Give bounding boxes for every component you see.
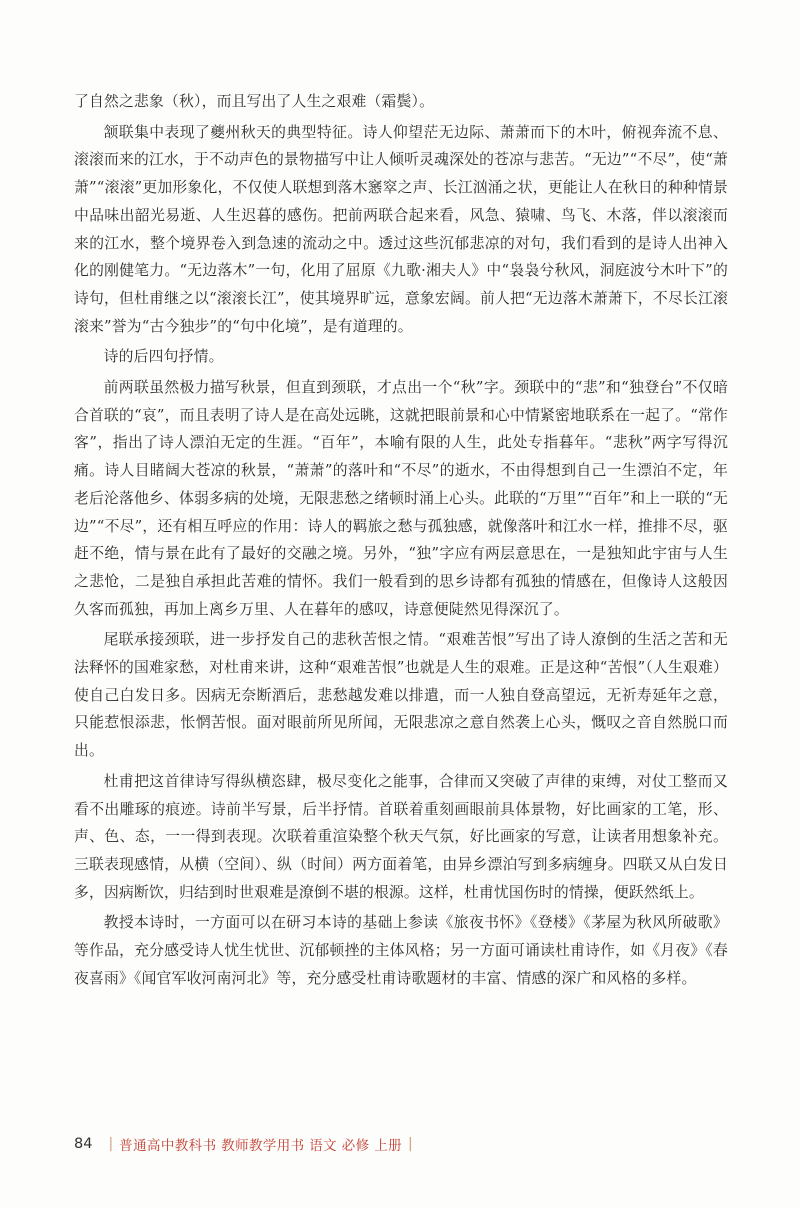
paragraph-style: 杜甫把这首律诗写得纵横恣肆，极尽变化之能事，合律而又突破了声律的束缚，对仗工整而又看不出雕琢的痕迹。诗前半写景，后半抒情。首联着重刻画眼前具体景物，好比画家的工笔，形、声、色、态，一一得到表现。次联着重渲染整个秋天气氛，好比画家的写意，让读者用想象补充。三联表现感情，从横（空间）、纵（时间）两方面着笔，由异乡漂泊写到多病缠身。四联又从白发日多，因病断饮，归结到时世艰难是潦倒不堪的根源。这样，杜甫忧国伤时的情操，便跃然纸上。 [74, 772, 728, 901]
book-title: 普通高中教科书 教师教学用书 语文 必修 上册 [119, 1138, 403, 1154]
paragraph-jinglian: 前两联虽然极力描写秋景，但直到颈联，才点出一个“秋”字。颈联中的“悲”和“独登台”不仅暗合首联的“哀”，而且表明了诗人是在高处远眺，这就把眼前景和心中情紧密地联系在一起了。“常作客”，指出了诗人漂泊无定的生涯。“百年”，本喻有限的人生，此处专指暮年。“悲秋”两字写得沉痛。诗人目睹阔大苍凉的秋景，“萧萧”的落叶和“不尽”的逝水，不由得想到自己一生漂泊不定，年老后沦落他乡、体弱多病的处境，无限悲愁之绪顿时涌上心头。此联的“万里”“百年”和上一联的“无边”“不尽”，还有相互呼应的作用：诗人的羁旅之愁与孤独感，就像落叶和江水一样，推排不尽，驱赶不绝，情与景在此有了最好的交融之境。另外，“独”字应有两层意思在，一是独知此宇宙与人生之悲怆，二是独自承担此苦难的情怀。我们一般看到的思乡诗都有孤独的情感在，但像诗人这般因久客而孤独，再加上离乡万里、人在暮年的感叹，诗意便陡然见得深沉了。 [74, 379, 728, 618]
footer-divider-right: | [408, 1136, 413, 1152]
footer-divider-left: | [108, 1136, 114, 1152]
paragraph-teaching: 教授本诗时，一方面可以在研习本诗的基础上参读《旅夜书怀》《登楼》《茅屋为秋风所破歌》等作品，充分感受诗人忧生忧世、沉郁顿挫的主体风格；另一方面可诵读杜甫诗作，如《月夜》《春夜喜雨》《闻官军收河南河北》等，充分感受杜甫诗歌题材的丰富、情感的深广和风格的多样。 [74, 914, 728, 987]
page-number: 84 [74, 1136, 93, 1152]
paragraph-continuation: 了自然之悲象（秋），而且写出了人生之艰难（霜鬓）。 [74, 93, 435, 110]
paragraph-weilian: 尾联承接颈联，进一步抒发自己的悲秋苦恨之情。“艰难苦恨”写出了诗人潦倒的生活之苦和无法释怀的国难家愁，对杜甫来讲，这种“艰难苦恨”也就是人生的艰难。正是这种“苦恨”（人生艰难）使自己白发日多。因病无奈断酒后，悲愁越发难以排遣，而一人独自登高望远，无祈寿延年之意，只能惹恨添悲，怅惘苦恨。面对眼前所见所闻，无限悲凉之意自然袭上心头，慨叹之音自然脱口而出。 [74, 631, 728, 760]
body-text [74, 88, 728, 996]
paragraph-hanlian: 颔联集中表现了夔州秋天的典型特征。诗人仰望茫无边际、萧萧而下的木叶，俯视奔流不息、滚滚而来的江水，于不动声色的景物描写中让人倾听灵魂深处的苍凉与悲苦。“无边”“不尽”，使“萧萧”“滚滚”更加形象化，不仅使人联想到落木窸窣之声、长江汹涌之状，更能让人在秋日的种种情景中品味出韶光易逝、人生迟暮的感伤。把前两联合起来看，风急、猿啸、鸟飞、木落，伴以滚滚而来的江水，整个境界卷入到急速的流动之中。透过这些沉郁悲凉的对句，我们看到的是诗人出神入化的刚健笔力。“无边落木”一句，化用了屈原《九歌·湘夫人》中“袅袅兮秋风，洞庭波兮木叶下”的诗句，但杜甫继之以“滚滚长江”，使其境界旷远，意象宏阔。前人把“无边落木萧萧下，不尽长江滚滚来”誉为“古今独步”的“句中化境”，是有道理的。 [74, 123, 728, 335]
page-footer [74, 1133, 419, 1155]
paragraph-lyric-intro: 诗的后四句抒情。 [103, 348, 224, 366]
